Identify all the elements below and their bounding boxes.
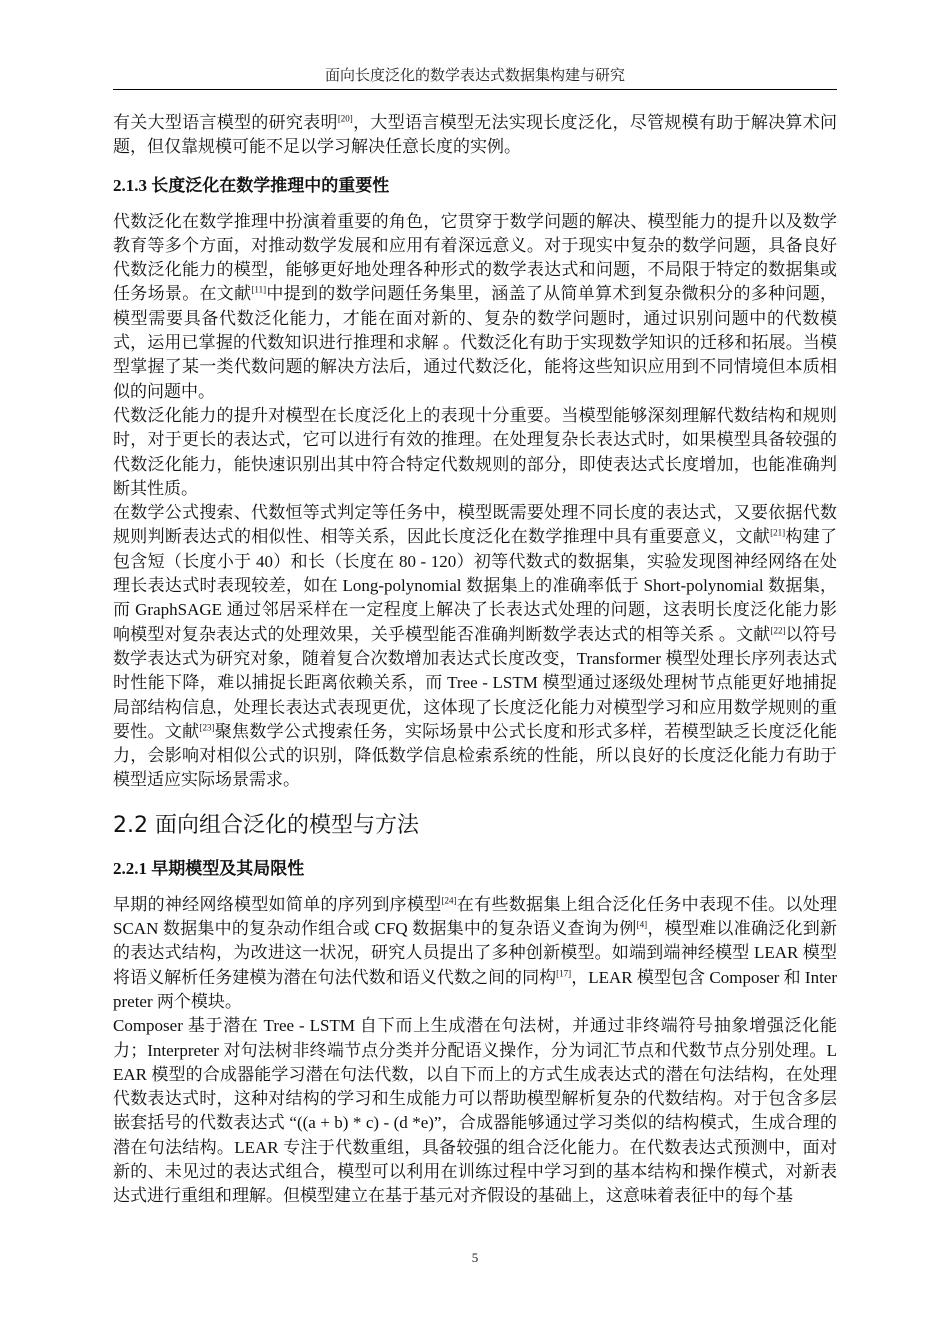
paragraph-text: ，模型难以准确泛化到新的表达式结构，为改进这一状况，研究人员提出了多种创新模型。如端到端神经模型 LEAR 模型将语义解析任务建模为潜在句法代数和语义代数之间的同构 [113,919,838,987]
paragraph-text: 早期的神经网络模型如简单的序列到序模型 [113,894,442,914]
page-number: 5 [471,1250,479,1265]
citation-ref: [20] [337,113,353,124]
body-paragraph [113,501,837,793]
section-heading: 2.2 面向组合泛化的模型与方法 [113,812,419,838]
paragraph-text: ，大型语言模型无法实现长度泛化，尽管规模有助于解决算术问题，但仅靠规模可能不足以学习解决任意长度的实例。 [113,113,838,157]
paragraph-text: 中提到的数学问题任务集里，涵盖了从简单算术到复杂微积分的多种问题，模型需要具备代数泛化能力，才能在面对新的、复杂的数学问题时，通过识别问题中的代数模式，运用已掌握的代数知识进行推理和求解 。代数泛化有助于实现数学知识的迁移和拓展。当模型掌握了某一类代数问题的解决方法后，通过代数泛化，能将这些知识应用到不同情境但本质相似的问题中。 [113,284,837,401]
paragraph-text: 代数泛化能力的提升对模型在长度泛化上的表现十分重要。当模型能够深刻理解代数结构和规则时，对于更长的表达式，它可以进行有效的推理。在处理复杂长表达式时，如果模型具备较强的代数泛化能力，能快速识别出其中符合特定代数规则的部分，即使表达式长度增加，也能准确判断其性质。 [113,405,837,498]
paragraph-text: 构建了包含短（长度小于 40）和长（长度在 80 - 120）初等代数式的数据集，实验发现图神经网络在处理长表达式时表现较差，如在 Long-polynomial 数据集上的准确率低于 Short-polynomial 数据集，而 GraphSAGE 通过邻居采样在一定程度上解决了长表达式处理的问题，这表明长度泛化能力影响模型对复杂表达式的处理效果，关乎模型能否准确判断数学表达式的相等关系 。文献 [113,527,838,644]
citation-ref: [23] [199,722,215,733]
body-paragraph [113,404,837,501]
body-paragraph [113,1014,837,1208]
body-paragraph [113,111,837,160]
citation-ref: [11] [251,284,267,295]
body-paragraph [113,893,837,1014]
running-header: 面向长度泛化的数学表达式数据集构建与研究 [324,68,625,84]
subsection-heading: 2.2.1 早期模型及其局限性 [113,858,305,878]
header-rule [113,89,837,90]
paragraph-text: ，LEAR 模型包含 Composer 和 Interpreter 两个模块。 [113,967,838,1011]
paragraph-text: 以符号数学表达式为研究对象，随着复合次数增加表达式长度改变，Transformer 模型处理长序列表达式时性能下降，难以捕捉长距离依赖关系，而 Tree - LSTM 模型通过逐级处理树节点能更好地捕捉局部结构信息，处理长表达式表现更优，这体现了长度泛化能力对模型学习和应用数学规则的重要性。文献 [113,624,838,741]
paragraph-text: Composer 基于潜在 Tree - LSTM 自下而上生成潜在句法树，并通过非终端符号抽象增强泛化能力；Interpreter 对句法树非终端节点分类并分配语义操作，分为词汇节点和代数节点分别处理。LEAR 模型的合成器能学习潜在句法代数，以自下而上的方式生成表达式的潜在句法结构，在处理代数表达式时，这种对结构的学习和生成能力可以帮助模型解析复杂的代数结构。对于包含多层嵌套括号的代数表达式 “((a + b) * c) - (d *e)”，合成器能够通过学习类似的结构模式，生成合理的潜在句法结构。LEAR 专注于代数重组，具备较强的组合泛化能力。在代数表达式预测中，面对新的、未见过的表达式组合，模型可以利用在训练过程中学习到的基本结构和操作模式，对新表达式进行重组和理解。但模型建立在基于基元对齐假设的基础上，这意味着表征中的每个基 [113,1016,837,1206]
citation-ref: [17] [556,967,572,978]
paragraph-text: 有关大型语言模型的研究表明 [113,113,338,132]
subsection-heading: 2.1.3 长度泛化在数学推理中的重要性 [113,175,390,195]
paragraph-text: 在数学公式搜索、代数恒等式判定等任务中，模型既需要处理不同长度的表达式，又要依据代数规则判断表达式的相似性、相等关系，因此长度泛化在数学推理中具有重要意义，文献 [113,503,837,547]
paragraph-text: 在有些数据集上组合泛化任务中表现不佳。以处理 SCAN 数据集中的复杂动作组合或 CFQ 数据集中的复杂语义查询为例 [113,894,838,939]
citation-ref: [24] [441,895,457,906]
page-body [113,111,837,1209]
citation-ref: [22] [770,624,786,635]
paragraph-text: 代数泛化在数学推理中扮演着重要的角色，它贯穿于数学问题的解决、模型能力的提升以及数学教育等多个方面，对推动数学发展和应用有着深远意义。对于现实中复杂的数学问题，具备良好代数泛化能力的模型，能够更好地处理各种形式的数学表达式和问题，不局限于特定的数据集或任务场景。在文献 [113,211,837,304]
citation-ref: [4] [636,919,648,930]
body-paragraph [113,210,837,404]
paragraph-text: 聚焦数学公式搜索任务，实际场景中公式长度和形式多样，若模型缺乏长度泛化能力，会影响对相似公式的识别，降低数学信息检索系统的性能，所以良好的长度泛化能力有助于模型适应实际场景需求。 [113,721,838,790]
citation-ref: [21] [770,527,786,538]
